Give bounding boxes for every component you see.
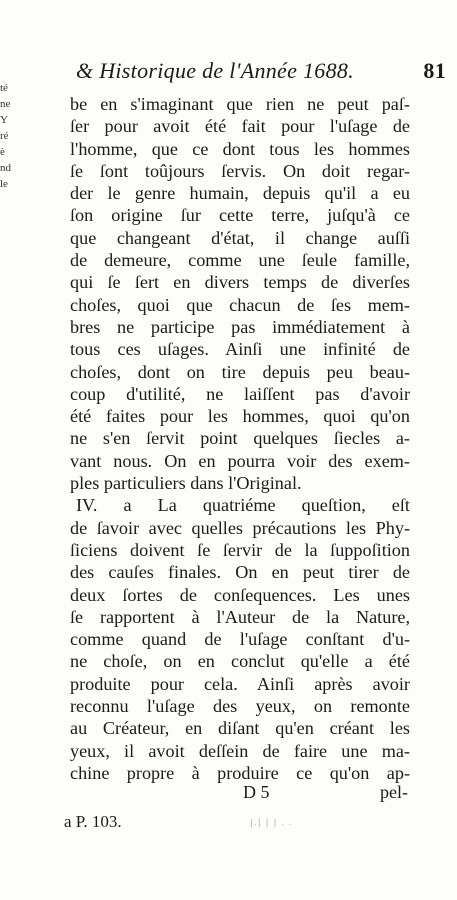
text-line: choſes, dont on tire depuis peu beau- <box>70 361 410 382</box>
text-line: deux ſortes de conſequences. Les unes <box>70 584 410 605</box>
text-line: reconnu l'uſage des yeux, on remonte <box>70 696 410 717</box>
text-line: l'homme, que ce dont tous les hommes <box>70 138 410 159</box>
text-line: tous ces uſages. Ainſi une infinité de <box>70 339 410 360</box>
catchword: pel- <box>380 782 408 802</box>
text-line: ſer pour avoit été fait pour l'uſage de <box>70 116 410 137</box>
text-line: de ſavoir avec quelles précautions les Phy- <box>70 517 410 538</box>
body-text <box>70 93 410 784</box>
text-line: der le genre humain, depuis qu'il a eu <box>70 183 410 204</box>
page-number: 81 <box>423 58 446 83</box>
margin-fragment: té <box>0 82 8 94</box>
text-line: produite pour cela. Ainſi après avoir <box>70 673 410 694</box>
text-line: ne choſe, on en conclut qu'elle a été <box>70 651 410 672</box>
section-iv-heading-line: IV. a La quatriéme queſtion, eſt <box>76 495 410 516</box>
text-line: ples particuliers dans l'Original. <box>70 473 302 494</box>
text-line: chine propre à produire ce qu'on ap- <box>70 762 410 783</box>
signature-mark: D 5 <box>243 782 270 802</box>
margin-fragment: ne <box>0 98 11 110</box>
text-line: choſes, quoi que chacun de ſes mem- <box>70 294 410 315</box>
text-line: ſe ſont toûjours ſervis. On doit regar- <box>70 160 410 181</box>
margin-fragment: ré <box>0 130 9 142</box>
adjacent-page-fragment <box>0 80 12 192</box>
text-line: ſon origine ſur cette terre, juſqu'à ce <box>70 205 410 226</box>
text-line: bres ne participe pas immédiatement à <box>70 316 410 337</box>
margin-fragment: Y <box>0 114 8 126</box>
margin-fragment: nd <box>0 162 11 174</box>
text-line: qui ſe ſert en divers temps de diverſes <box>70 272 410 293</box>
text-line: vant nous. On en pourra voir des exem- <box>70 450 410 471</box>
text-line: des cauſes finales. On en peut tirer de <box>70 562 410 583</box>
running-title: & Historique de l'Année 1688. <box>76 58 354 83</box>
text-line: be en s'imaginant que rien ne peut paſ- <box>70 94 410 114</box>
text-line: au Créateur, en diſant qu'en créant les <box>70 718 410 739</box>
footnote: a P. 103. <box>64 812 122 831</box>
text-line: yeux, il avoit deſſein de faire une ma- <box>70 740 410 761</box>
margin-fragment: è <box>0 146 5 158</box>
text-line: de demeure, comme une ſeule famille, <box>70 250 410 271</box>
text-line: ſiciens doivent ſe ſervir de la ſuppoſition <box>70 539 410 560</box>
margin-fragment: le <box>0 178 8 190</box>
text-line: comme quand de l'uſage conſtant d'u- <box>70 629 410 650</box>
text-line: ſe rapportent à l'Auteur de la Nature, <box>70 606 410 627</box>
text-line: coup d'utilité, ne laiſſent pas d'avoir <box>70 383 410 404</box>
text-line: que changeant d'état, il change auſſi <box>70 227 410 248</box>
running-header <box>76 58 446 84</box>
text-line: ne s'en ſervit point quelques ſiecles a- <box>70 428 410 449</box>
bleed-through-marks: ꞁ.ꞁ ꞁ ꞁ . . <box>250 816 293 828</box>
text-line: été faites pour les hommes, quoi qu'on <box>70 406 410 427</box>
